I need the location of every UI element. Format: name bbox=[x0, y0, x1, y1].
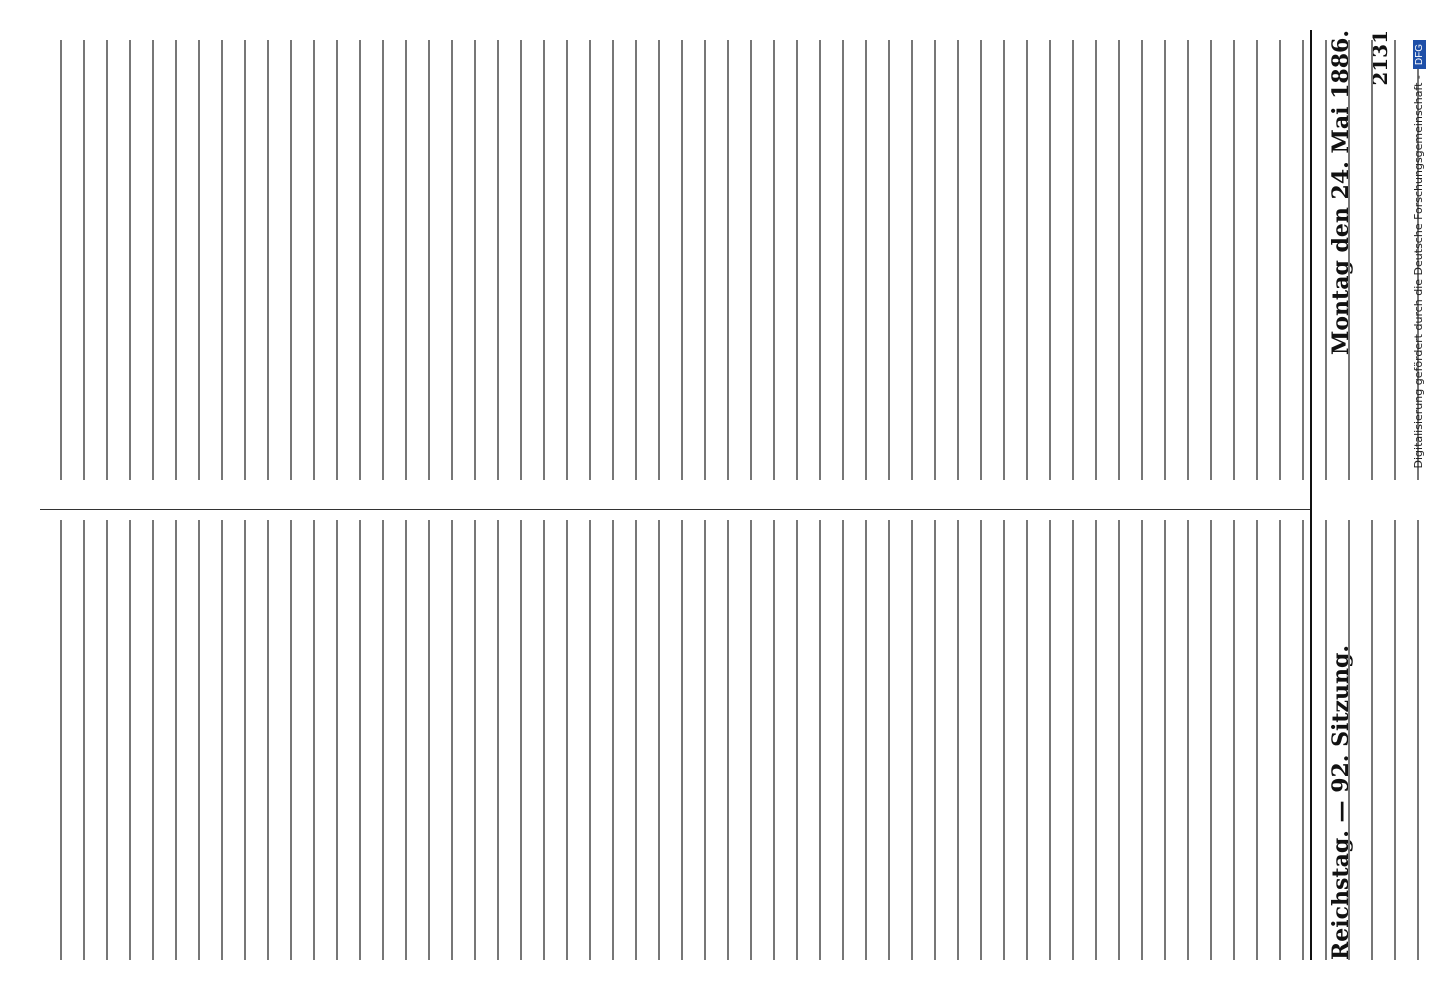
text-line bbox=[1052, 40, 1074, 480]
text-line bbox=[1213, 520, 1235, 960]
text-line bbox=[1305, 40, 1327, 480]
text-line bbox=[339, 520, 361, 960]
text-line bbox=[1029, 520, 1051, 960]
text-line bbox=[1098, 40, 1120, 480]
digitization-text: Digitalisierung gefördert durch die Deutsche Forschungsgemeinschaft - bbox=[1411, 75, 1425, 469]
text-line bbox=[1190, 40, 1212, 480]
text-line bbox=[40, 520, 62, 960]
header-date: Montag den 24. Mai 1886. bbox=[1328, 30, 1354, 355]
text-line bbox=[132, 520, 154, 960]
text-line bbox=[684, 40, 706, 480]
text-line bbox=[1236, 520, 1258, 960]
text-line bbox=[638, 520, 660, 960]
text-line bbox=[1259, 520, 1281, 960]
text-line bbox=[178, 520, 200, 960]
header-left-title: Reichstag. — 92. Sitzung. bbox=[1328, 644, 1354, 960]
text-line bbox=[408, 40, 430, 480]
text-line bbox=[63, 40, 85, 480]
text-line bbox=[224, 40, 246, 480]
text-line bbox=[316, 520, 338, 960]
text-line bbox=[799, 520, 821, 960]
text-line bbox=[40, 40, 62, 480]
text-line bbox=[247, 40, 269, 480]
right-column-lines bbox=[40, 40, 1419, 480]
text-line bbox=[408, 520, 430, 960]
text-line bbox=[845, 40, 867, 480]
text-line bbox=[776, 40, 798, 480]
text-line bbox=[431, 40, 453, 480]
text-line bbox=[362, 40, 384, 480]
text-line bbox=[1006, 40, 1028, 480]
text-line bbox=[546, 520, 568, 960]
text-line bbox=[592, 520, 614, 960]
text-line bbox=[500, 520, 522, 960]
text-line bbox=[569, 520, 591, 960]
text-line bbox=[1351, 520, 1373, 960]
text-line bbox=[661, 40, 683, 480]
text-line bbox=[684, 520, 706, 960]
text-line bbox=[270, 40, 292, 480]
text-line bbox=[1374, 520, 1396, 960]
text-line bbox=[477, 40, 499, 480]
text-line bbox=[109, 40, 131, 480]
text-line bbox=[1121, 520, 1143, 960]
text-line bbox=[1144, 520, 1166, 960]
text-line bbox=[845, 520, 867, 960]
text-line bbox=[155, 520, 177, 960]
text-line bbox=[155, 40, 177, 480]
text-line bbox=[385, 520, 407, 960]
text-line bbox=[615, 40, 637, 480]
text-line bbox=[1121, 40, 1143, 480]
text-line bbox=[362, 520, 384, 960]
text-line bbox=[1029, 40, 1051, 480]
text-line bbox=[753, 40, 775, 480]
text-line bbox=[1328, 40, 1350, 480]
text-line bbox=[960, 40, 982, 480]
column-divider bbox=[40, 509, 1310, 510]
text-line bbox=[500, 40, 522, 480]
text-line bbox=[86, 40, 108, 480]
text-line bbox=[201, 520, 223, 960]
text-line bbox=[224, 520, 246, 960]
text-line bbox=[1190, 520, 1212, 960]
text-line bbox=[1167, 520, 1189, 960]
text-line bbox=[1144, 40, 1166, 480]
page-number: 2131 bbox=[1368, 30, 1392, 86]
text-line bbox=[293, 520, 315, 960]
text-line bbox=[385, 40, 407, 480]
text-line bbox=[270, 520, 292, 960]
dfg-logo: DFG bbox=[1413, 40, 1426, 69]
text-line bbox=[293, 40, 315, 480]
text-line bbox=[109, 520, 131, 960]
left-text-column bbox=[40, 520, 1300, 960]
text-line bbox=[937, 520, 959, 960]
text-line bbox=[454, 520, 476, 960]
text-line bbox=[983, 40, 1005, 480]
text-line bbox=[1098, 520, 1120, 960]
text-line bbox=[592, 40, 614, 480]
text-line bbox=[983, 520, 1005, 960]
text-line bbox=[63, 520, 85, 960]
text-line bbox=[86, 520, 108, 960]
text-line bbox=[1351, 40, 1373, 480]
text-line bbox=[822, 520, 844, 960]
text-line bbox=[776, 520, 798, 960]
text-line bbox=[707, 40, 729, 480]
text-line bbox=[523, 40, 545, 480]
text-line bbox=[891, 40, 913, 480]
right-text-column bbox=[40, 40, 1300, 480]
text-line bbox=[868, 40, 890, 480]
text-line bbox=[1006, 520, 1028, 960]
text-line bbox=[316, 40, 338, 480]
text-line bbox=[1305, 520, 1327, 960]
text-line bbox=[454, 40, 476, 480]
text-line bbox=[1259, 40, 1281, 480]
text-line bbox=[1167, 40, 1189, 480]
text-line bbox=[914, 520, 936, 960]
text-line bbox=[822, 40, 844, 480]
text-line bbox=[1282, 520, 1304, 960]
text-line bbox=[523, 520, 545, 960]
text-line bbox=[546, 40, 568, 480]
text-line bbox=[247, 520, 269, 960]
text-line bbox=[707, 520, 729, 960]
text-line bbox=[730, 40, 752, 480]
text-line bbox=[132, 40, 154, 480]
text-line bbox=[1282, 40, 1304, 480]
text-line bbox=[201, 40, 223, 480]
text-line bbox=[937, 40, 959, 480]
text-line bbox=[960, 520, 982, 960]
digitization-sidebar bbox=[1405, 0, 1432, 1000]
text-line bbox=[1328, 520, 1350, 960]
text-line bbox=[1374, 40, 1396, 480]
text-line bbox=[799, 40, 821, 480]
text-line bbox=[753, 520, 775, 960]
text-line bbox=[661, 520, 683, 960]
text-line bbox=[638, 40, 660, 480]
text-line bbox=[178, 40, 200, 480]
text-line bbox=[1236, 40, 1258, 480]
text-line bbox=[477, 520, 499, 960]
text-line bbox=[1213, 40, 1235, 480]
digitization-notice bbox=[1412, 40, 1426, 469]
text-line bbox=[615, 520, 637, 960]
left-column-lines bbox=[40, 520, 1419, 960]
text-line bbox=[868, 520, 890, 960]
text-line bbox=[431, 520, 453, 960]
text-line bbox=[339, 40, 361, 480]
text-line bbox=[914, 40, 936, 480]
text-line bbox=[1052, 520, 1074, 960]
text-line bbox=[891, 520, 913, 960]
text-line bbox=[1075, 520, 1097, 960]
text-line bbox=[730, 520, 752, 960]
text-line bbox=[569, 40, 591, 480]
text-line bbox=[1075, 40, 1097, 480]
